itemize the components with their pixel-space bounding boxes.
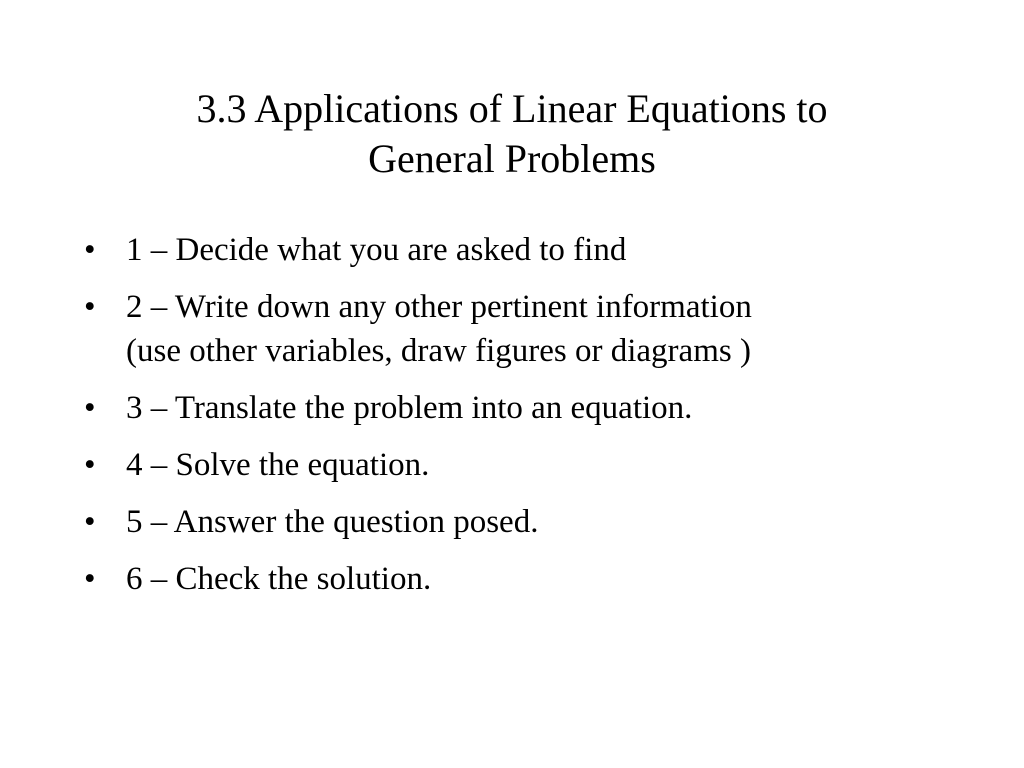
bullet-icon: • [84, 390, 96, 426]
list-item [84, 500, 944, 544]
bullet-icon: • [84, 289, 96, 325]
bullet-icon: • [84, 447, 96, 483]
bullet-line: 4 – Solve the equation. [126, 447, 430, 483]
list-item [84, 386, 944, 430]
list-item [84, 557, 944, 601]
bullet-line: 2 – Write down any other pertinent information [126, 289, 752, 325]
bullet-line: 3 – Translate the problem into an equation. [126, 390, 693, 426]
bullet-text [126, 557, 944, 601]
bullet-text [126, 386, 944, 430]
bullet-line: 6 – Check the solution. [126, 561, 432, 597]
bullet-text [126, 285, 944, 373]
bullet-icon: • [84, 232, 96, 268]
title-line: General Problems [368, 136, 656, 181]
steps-list [84, 228, 944, 614]
bullet-text [126, 500, 944, 544]
bullet-text [126, 443, 944, 487]
bullet-icon: • [84, 561, 96, 597]
list-item [84, 443, 944, 487]
bullet-line: (use other variables, draw figures or diagrams ) [126, 333, 751, 369]
bullet-line: 5 – Answer the question posed. [126, 504, 539, 540]
list-item [84, 285, 944, 373]
list-item [84, 228, 944, 272]
bullet-text [126, 228, 944, 272]
bullet-line: 1 – Decide what you are asked to find [126, 232, 627, 268]
bullet-icon: • [84, 504, 96, 540]
title-line: 3.3 Applications of Linear Equations to [196, 86, 828, 131]
slide-title [100, 84, 924, 184]
